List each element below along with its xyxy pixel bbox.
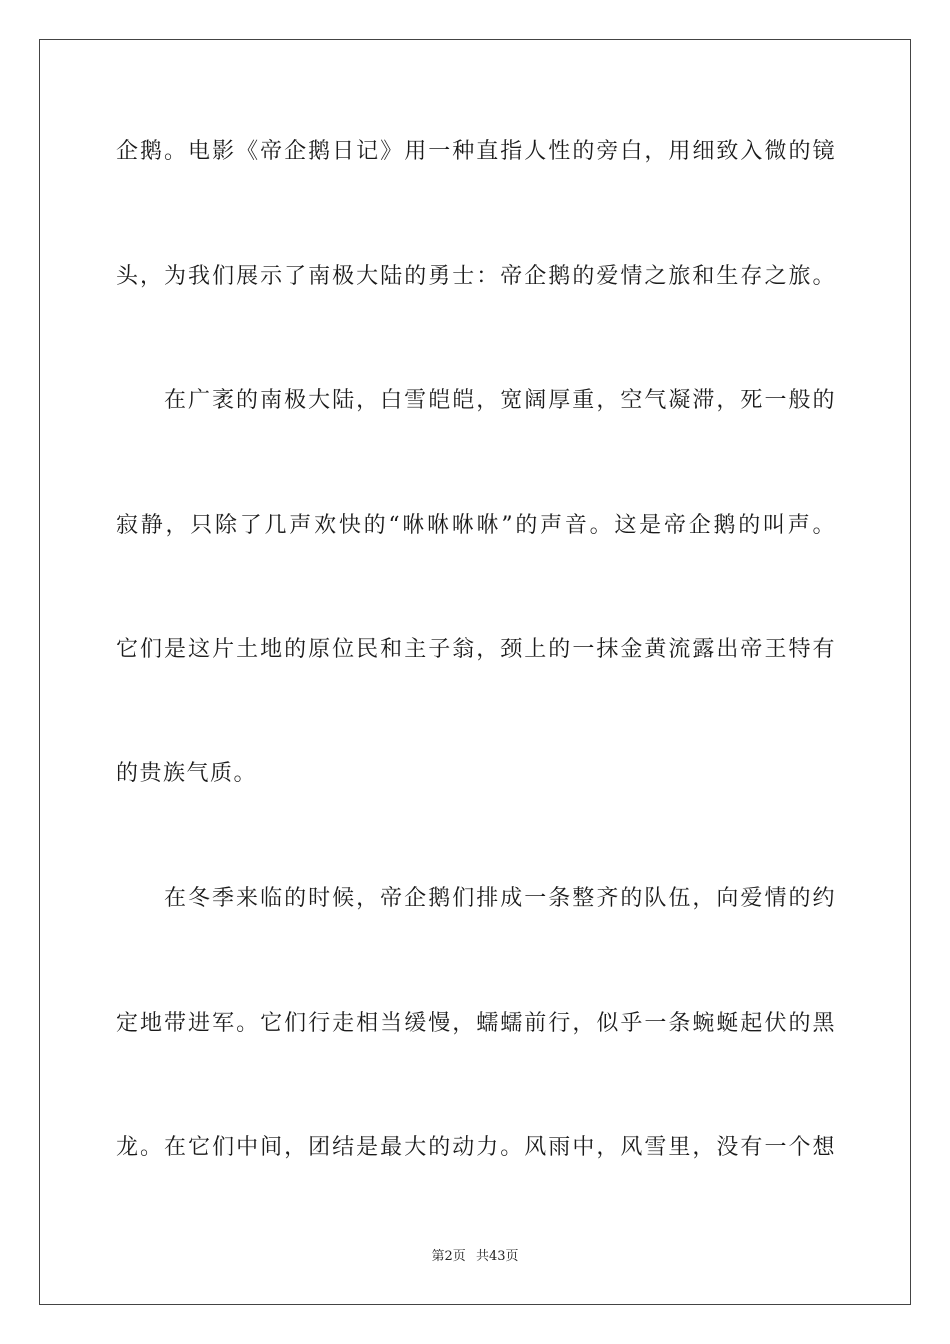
text-line: 它们是这片土地的原位民和主子翁，颈上的一抹金黄流露出帝王特有 xyxy=(116,637,836,662)
text-line: 企鹅。电影《帝企鹅日记》用一种直指人性的旁白，用细致入微的镜 xyxy=(116,139,836,164)
text-line: 在广袤的南极大陆，白雪皑皑，宽阔厚重，空气凝滞，死一般的 xyxy=(164,388,836,413)
text-line: 的贵族气质。 xyxy=(116,761,258,786)
text-line: 头，为我们展示了南极大陆的勇士：帝企鹅的爱情之旅和生存之旅。 xyxy=(116,264,836,289)
page-number: 第2页 xyxy=(431,1249,466,1264)
text-line: 在冬季来临的时候，帝企鹅们排成一条整齐的队伍，向爱情的约 xyxy=(164,886,836,911)
text-line: 龙。在它们中间，团结是最大的动力。风雨中，风雪里，没有一个想 xyxy=(116,1135,836,1160)
text-line: 定地带进军。它们行走相当缓慢，蠕蠕前行，似乎一条蜿蜒起伏的黑 xyxy=(116,1011,836,1036)
page-border xyxy=(39,39,911,1305)
text-line: 寂静，只除了几声欢快的“咻咻咻咻”的声音。这是帝企鹅的叫声。 xyxy=(116,513,836,538)
page-footer xyxy=(0,1248,950,1266)
total-pages: 共43页 xyxy=(475,1249,519,1264)
